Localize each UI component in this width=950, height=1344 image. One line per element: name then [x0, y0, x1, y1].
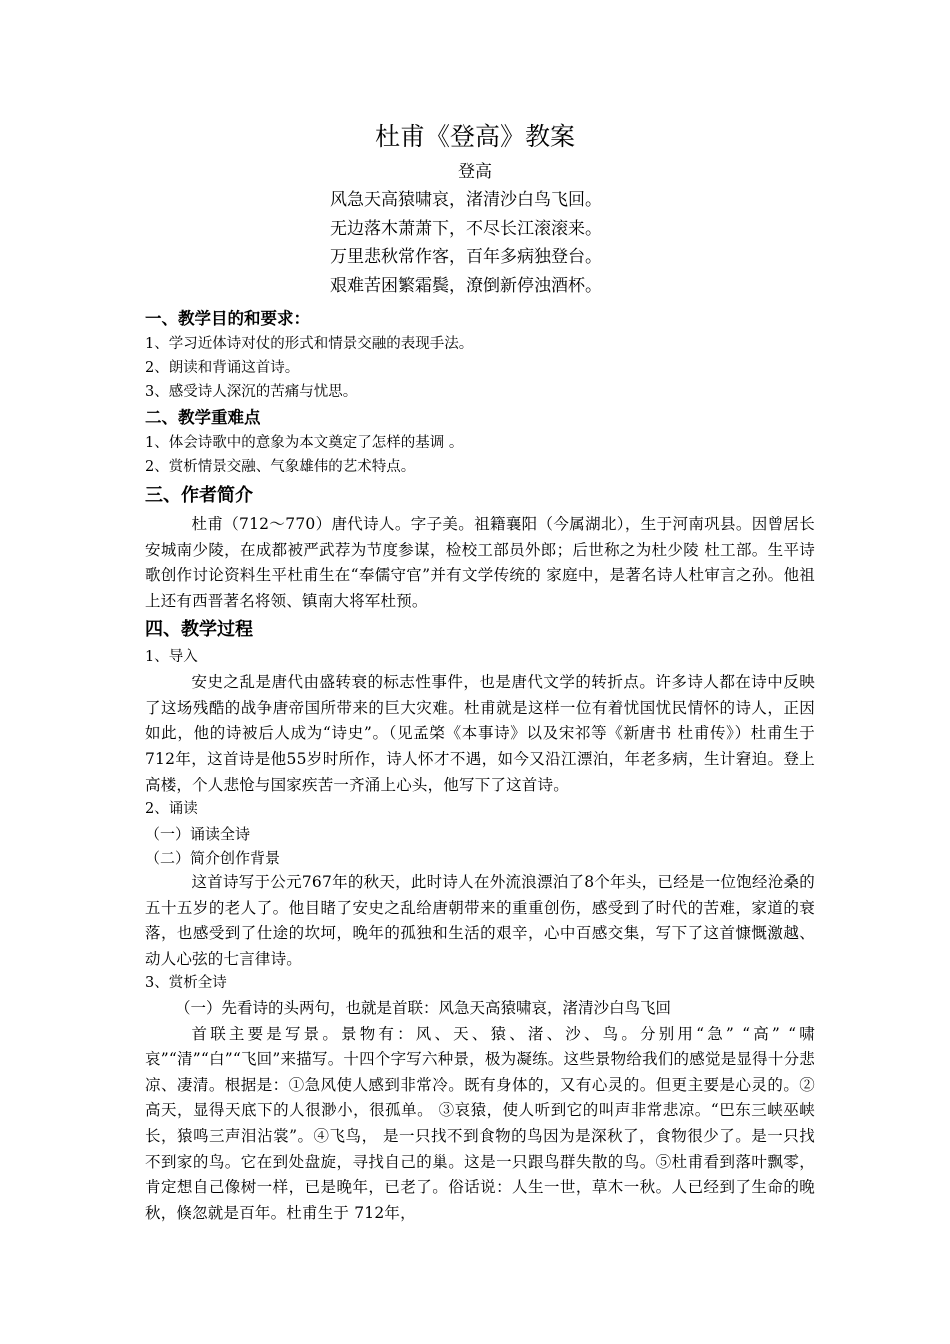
poem-line: 万里悲秋常作客，百年多病独登台。	[330, 247, 602, 267]
section-heading-objectives: 一、教学目的和要求：	[145, 309, 310, 328]
poem-line: 风急天高猿啸哀，渚清沙白鸟飞回。	[330, 190, 602, 210]
intro-paragraph: 安史之乱是唐代由盛转衰的标志性事件，也是唐代文学的转折点。许多诗人都在诗中反映了这场残酷的战争唐帝国所带来的巨大灾难。杜甫就是这样一位有着忧国忧民情怀的诗人，正因如此，他的诗被后人成为“诗史”。（见孟棨《本事诗》以及宋祁等《新唐书 杜甫传》）杜甫生于712年，这首诗是他55岁时所作，诗人怀才不遇，如今又沿江漂泊，年老多病，生计窘迫。登上高楼，个人悲怆与国家疾苦一齐涌上心头，他写下了这首诗。	[145, 673, 816, 794]
section-heading-process: 四、教学过程	[145, 619, 253, 641]
poem-line: 艰难苦困繁霜鬓，潦倒新停浊酒杯。	[330, 275, 602, 296]
key-point-item: 2、赏析情景交融、气象雄伟的艺术特点。	[145, 459, 416, 476]
section-heading-key-points: 二、教学重难点	[145, 408, 261, 428]
key-point-item: 1、体会诗歌中的意象为本文奠定了怎样的基调 。	[145, 435, 464, 452]
objective-item: 3、感受诗人深沉的苦痛与忧思。	[145, 383, 358, 400]
objective-item: 2、朗读和背诵这首诗。	[145, 359, 300, 376]
objective-item: 1、学习近体诗对仗的形式和情景交融的表现手法。	[145, 336, 474, 352]
poem-title: 登高	[458, 162, 492, 182]
sub-step-read-poem: （一）诵读全诗	[145, 824, 251, 843]
author-paragraph: 杜甫（712～770）唐代诗人。字子美。祖籍襄阳（今属湖北），生于河南巩县。因曾居长安城南少陵，在成都被严武荐为节度参谋，检校工部员外郎；后世称之为杜少陵 杜工部。生平诗歌创作讨论资料生平杜甫生在“奉儒守官”并有文学传统的 家庭中，是著名诗人杜审言之孙。他祖上还有西晋著名将领、镇南大将军杜预。	[145, 514, 815, 610]
sub-step-background: （二）简介创作背景	[145, 848, 281, 867]
lesson-content	[145, 305, 815, 1226]
analysis-paragraph: 首联主要是写景。景物有：风、天、猿、渚、沙、鸟。分别用“急” “高” “啸哀”“清”“白”“飞回”来描写。十四个字写六种景，极为凝练。这些景物给我们的感觉是显得十分悲凉、凄清。根据是：①急风使人感到非常冷。既有身体的，又有心灵的。但更主要是心灵的。②高天，显得天底下的人很渺小，很孤单。 ③哀猿，使人听到它的叫声非常悲凉。“巴东三峡巫峡长，猿鸣三声泪沾裳”。④飞鸟， 是一只找不到食物的鸟因为是深秋了，食物很少了。是一只找不到家的鸟。它在到处盘旋，寻找自己的巢。这是一只跟鸟群失散的鸟。⑤杜甫看到落叶飘零，肯定想自己像树一样，已是晚年，已老了。俗话说：人生一世，草木一秋。人已经到了生命的晚秋，倏忽就是百年。杜甫生于 712年，	[145, 1024, 815, 1222]
step-intro-label: 1、导入	[145, 649, 198, 666]
sub-step-first-couplet: （一）先看诗的头两句，也就是首联：风急天高猿啸哀，渚清沙白鸟飞回	[175, 999, 672, 1018]
step-appreciation-label: 3、赏析全诗	[145, 975, 227, 992]
background-paragraph: 这首诗写于公元767年的秋天，此时诗人在外流浪漂泊了8个年头，已经是一位饱经沧桑的五十五岁的老人了。他目睹了安史之乱给唐朝带来的重重创伤，感受到了时代的苦难，家道的衰落，也感受到了仕途的坎坷，晚年的孤独和生活的艰辛，心中百感交集，写下了这首慷慨激越、动人心弦的七言律诗。	[145, 872, 815, 968]
step-reading-label: 2、诵读	[145, 801, 198, 818]
poem-line: 无边落木萧萧下，不尽长江滚滚来。	[330, 218, 602, 239]
section-heading-author: 三、作者简介	[145, 484, 253, 506]
document-title: 杜甫《登高》教案	[374, 122, 575, 151]
poem-body	[330, 186, 650, 300]
